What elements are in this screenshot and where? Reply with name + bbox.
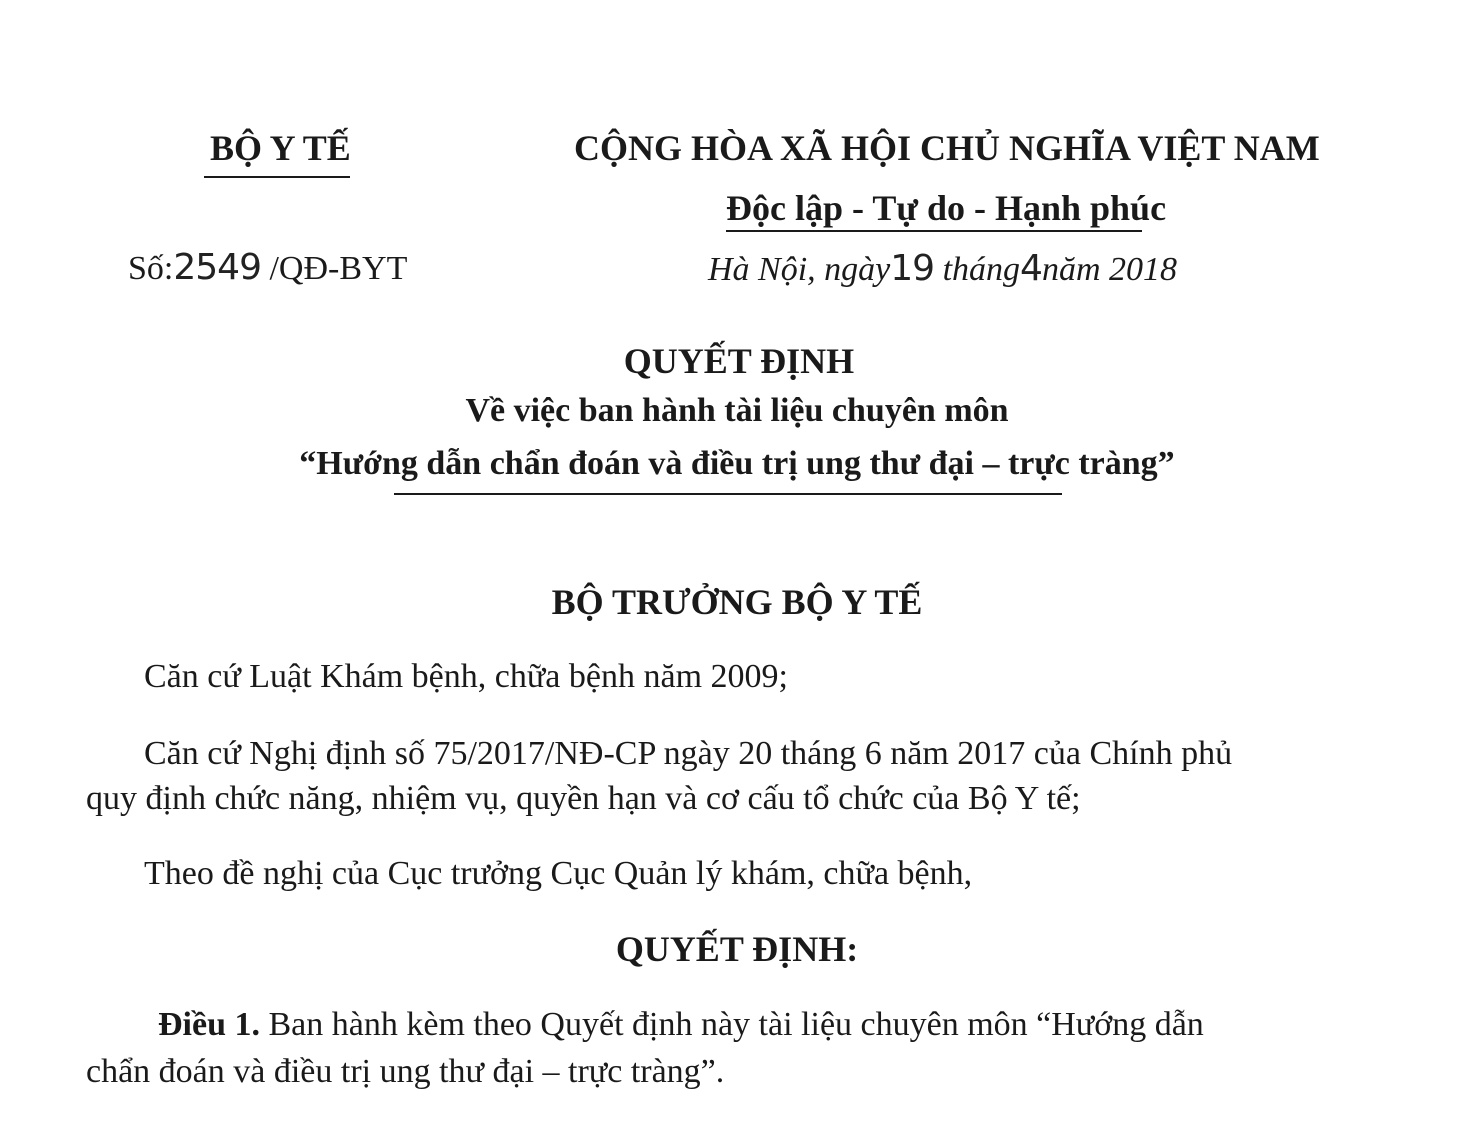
date-day-handwritten: 19 — [890, 248, 935, 289]
document-number-label: Số: — [128, 250, 174, 287]
document-subject-line-2: “Hướng dẫn chẩn đoán và điều trị ung thư đại – trực tràng” — [299, 445, 1175, 482]
republic-name: CỘNG HÒA XÃ HỘI CHỦ NGHĨA VIỆT NAM — [574, 128, 1320, 168]
date-year: năm 2018 — [1041, 251, 1178, 288]
document-title: QUYẾT ĐỊNH — [623, 341, 855, 381]
date-month-handwritten: 4 — [1020, 248, 1042, 289]
title-underline — [394, 493, 1062, 495]
article-1-line-2: chẩn đoán và điều trị ung thư đại – trực tràng”. — [86, 1053, 725, 1090]
date-month-label: tháng — [942, 251, 1021, 288]
national-motto: Độc lập - Tự do - Hạnh phúc — [726, 188, 1167, 228]
place-date — [708, 248, 1177, 289]
article-1-line-1 — [158, 1003, 1358, 1047]
legal-basis-2-line-1: Căn cứ Nghị định số 75/2017/NĐ-CP ngày 20 tháng 6 năm 2017 của Chính phủ — [144, 735, 1233, 772]
legal-basis-2-line-2: quy định chức năng, nhiệm vụ, quyền hạn và cơ cấu tổ chức của Bộ Y tế; — [86, 780, 1081, 817]
article-1-label: Điều 1. — [158, 1006, 260, 1043]
article-1-text-1: Ban hành kèm theo Quyết định này tài liệu chuyên môn “Hướng dẫn — [268, 1006, 1204, 1043]
issuing-authority: BỘ TRƯỞNG BỘ Y TẾ — [551, 582, 923, 622]
ministry-underline — [204, 176, 350, 178]
date-prefix: Hà Nội, ngày — [708, 251, 891, 288]
motto-underline — [726, 230, 1142, 232]
document-number-suffix: /QĐ-BYT — [269, 250, 408, 287]
document-number — [128, 247, 407, 288]
document-subject-line-1: Về việc ban hành tài liệu chuyên môn — [465, 392, 1009, 429]
decision-heading: QUYẾT ĐỊNH: — [615, 929, 859, 969]
ministry-name: BỘ Y TẾ — [210, 128, 351, 168]
document-number-handwritten: 2549 — [173, 247, 261, 288]
legal-basis-1: Căn cứ Luật Khám bệnh, chữa bệnh năm 2009; — [144, 658, 788, 695]
legal-basis-3: Theo đề nghị của Cục trưởng Cục Quản lý khám, chữa bệnh, — [144, 855, 973, 892]
